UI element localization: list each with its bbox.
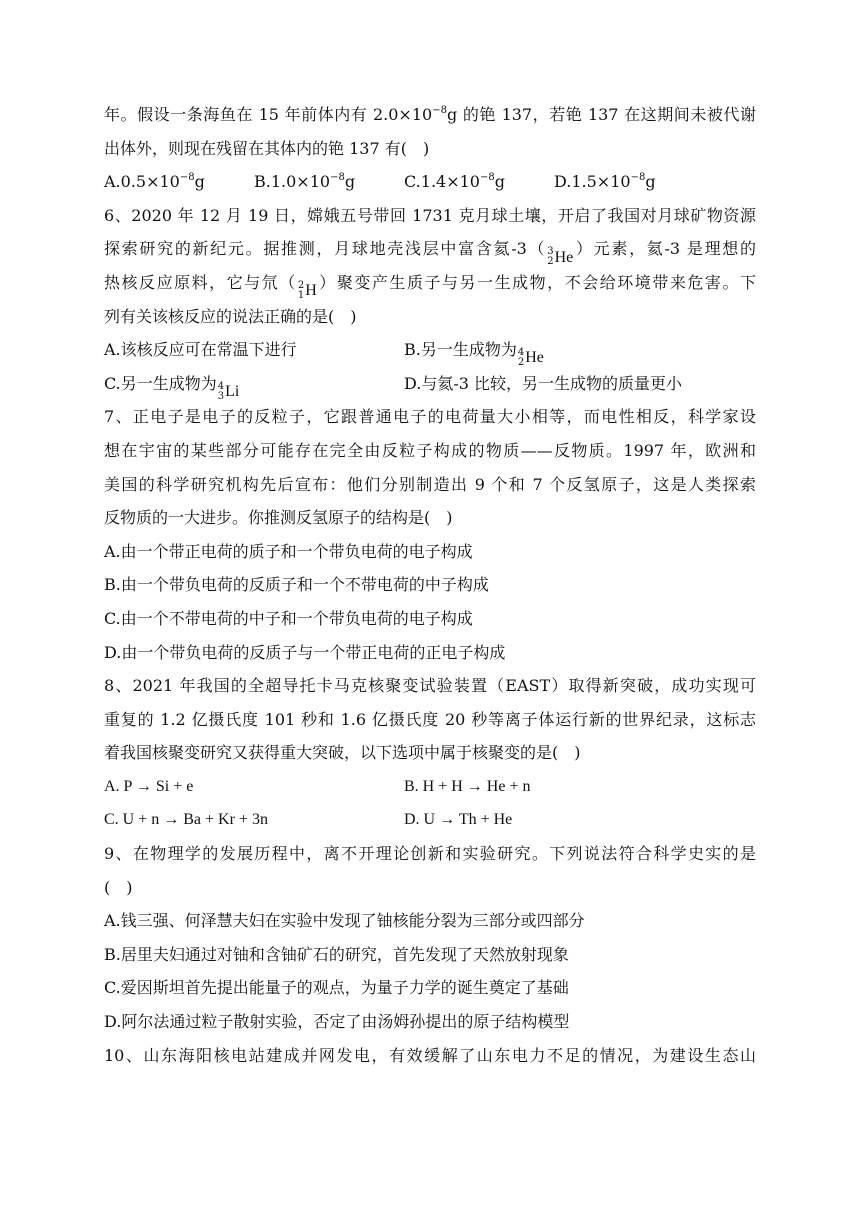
superscript: −8	[432, 105, 447, 116]
mass-number: 3	[547, 246, 554, 258]
q7-line-3: 美国的科学研究机构先后宣布：他们分别制造出 9 个和 7 个反氢原子，这是人类探索	[104, 474, 756, 494]
q10-line-1: 10、山东海阳核电站建成并网发电，有效缓解了山东电力不足的情况，为建设生态山	[104, 1045, 756, 1065]
text: 探索研究的新纪元。据推测，月球地壳浅层中富含氦-3（	[104, 239, 547, 259]
q5-option-c	[404, 165, 554, 199]
atomic-number: 2	[517, 357, 525, 369]
q6-line-1: 6、2020 年 12 月 19 日，嫦娥五号带回 1731 克月球土壤，开启了我国对月球矿物资源	[104, 205, 756, 225]
q5-option-a	[104, 165, 254, 199]
q7-option-c: C.由一个不带电荷的中子和一个带负电荷的电子构成	[104, 608, 473, 628]
option-label: C.1.4×10	[404, 172, 480, 192]
q6-option-a: A.该核反应可在常温下进行	[104, 340, 297, 360]
element-symbol: He	[525, 349, 544, 367]
superscript: −8	[330, 172, 345, 184]
q7-option-a: A.由一个带正电荷的质子和一个带负电荷的电子构成	[104, 541, 473, 561]
superscript: −8	[630, 172, 646, 184]
q8-options-ab	[104, 770, 756, 804]
mass-number: 4	[517, 347, 525, 359]
q9-line-1: 9、在物理学的发展历程中，离不开理论创新和实验研究。下列说法符合科学史实的是	[104, 844, 756, 864]
unit: g	[344, 172, 356, 192]
q7-option-d: D.由一个带负电荷的反质子与一个带正电荷的正电子构成	[104, 642, 506, 662]
q8-options-cd	[104, 803, 756, 837]
option-label: B.1.0×10	[254, 172, 331, 192]
q7-line-2: 想在宇宙的某些部分可能存在完全由反粒子构成的物质——反物质。1997 年，欧洲和	[104, 440, 756, 460]
text: ）聚变产生质子与另一生成物，不会给环境带来危害。下	[317, 272, 756, 292]
text: C.另一生成物为	[104, 373, 217, 393]
q8-option-a: A. P → Si + e	[104, 777, 194, 795]
unit: g	[194, 172, 205, 192]
q7-line-4: 反物质的一大进步。你推测反氢原子的结构是( )	[104, 508, 453, 528]
q7-line-1: 7、正电子是电子的反粒子，它跟普通电子的电荷量大小相等，而电性相反，科学家设	[104, 407, 756, 427]
element-symbol: He	[554, 248, 574, 266]
atomic-number: 2	[547, 256, 554, 268]
q6-options-cd	[104, 367, 756, 401]
unit: g	[494, 172, 505, 192]
q5-option-d	[554, 165, 704, 199]
q8-option-c: C. U + n → Ba + Kr + 3n	[104, 811, 268, 829]
document-page	[104, 98, 756, 1072]
text: 热核反应原料，它与氘（	[104, 272, 297, 292]
mass-number: 4	[217, 380, 225, 392]
option-label: A.0.5×10	[104, 172, 180, 192]
q6-line-2	[104, 232, 756, 266]
q8-option-b: B. H + H → He + n	[404, 777, 531, 795]
unit: g	[645, 172, 656, 192]
q9-line-2: ( )	[104, 877, 133, 897]
q6-option-d: D.与氦-3 比较，另一生成物的质量更小	[404, 373, 683, 393]
mass-number: 2	[297, 279, 305, 291]
q6-line-3	[104, 266, 756, 300]
atomic-number: 1	[297, 289, 305, 301]
text: ）元素，氦-3 是理想的	[574, 239, 756, 259]
q9-option-a: A.钱三强、何泽慧夫妇在实验中发现了铀核能分裂为三部分或四部分	[104, 911, 585, 931]
q5-line-1	[104, 98, 756, 132]
q8-option-d: D. U → Th + He	[404, 811, 513, 829]
q6-line-4: 列有关该核反应的说法正确的是( )	[104, 306, 357, 326]
superscript: −8	[179, 172, 195, 184]
q8-line-1: 8、2021 年我国的全超导托卡马克核聚变试验装置（EAST）取得新突破，成功实现可	[104, 676, 756, 696]
element-symbol: H	[305, 282, 317, 300]
text: g 的铯 137，若铯 137 在这期间未被代谢	[446, 105, 756, 124]
text: B.另一生成物为	[404, 340, 517, 360]
q8-line-3: 着我国核聚变研究又获得重大突破，以下选项中属于核聚变的是( )	[104, 743, 581, 763]
option-label: D.1.5×10	[554, 172, 631, 192]
q5-line-2: 出体外，则现在残留在其体内的铯 137 有( )	[104, 138, 430, 158]
q6-option-c	[104, 367, 404, 401]
q6-option-b	[404, 333, 704, 367]
q6-options-ab	[104, 333, 756, 367]
q7-option-b: B.由一个带负电荷的反质子和一个不带电荷的中子构成	[104, 575, 489, 595]
superscript: −8	[479, 172, 495, 184]
q8-line-2: 重复的 1.2 亿摄氏度 101 秒和 1.6 亿摄氏度 20 秒等离子体运行新的世界纪录，这标志	[104, 709, 756, 729]
q9-option-c: C.爱因斯坦首先提出能量子的观点，为量子力学的诞生奠定了基础	[104, 978, 569, 998]
element-symbol: Li	[225, 382, 240, 400]
atomic-number: 3	[217, 390, 225, 402]
text: 年。假设一条海鱼在 15 年前体内有 2.0×10	[104, 105, 433, 124]
q9-option-d: D.阿尔法通过粒子散射实验，否定了由汤姆孙提出的原子结构模型	[104, 1012, 570, 1032]
q9-option-b: B.居里夫妇通过对铀和含铀矿石的研究，首先发现了天然放射现象	[104, 944, 569, 964]
q5-options	[104, 165, 756, 199]
q5-option-b	[254, 165, 404, 199]
